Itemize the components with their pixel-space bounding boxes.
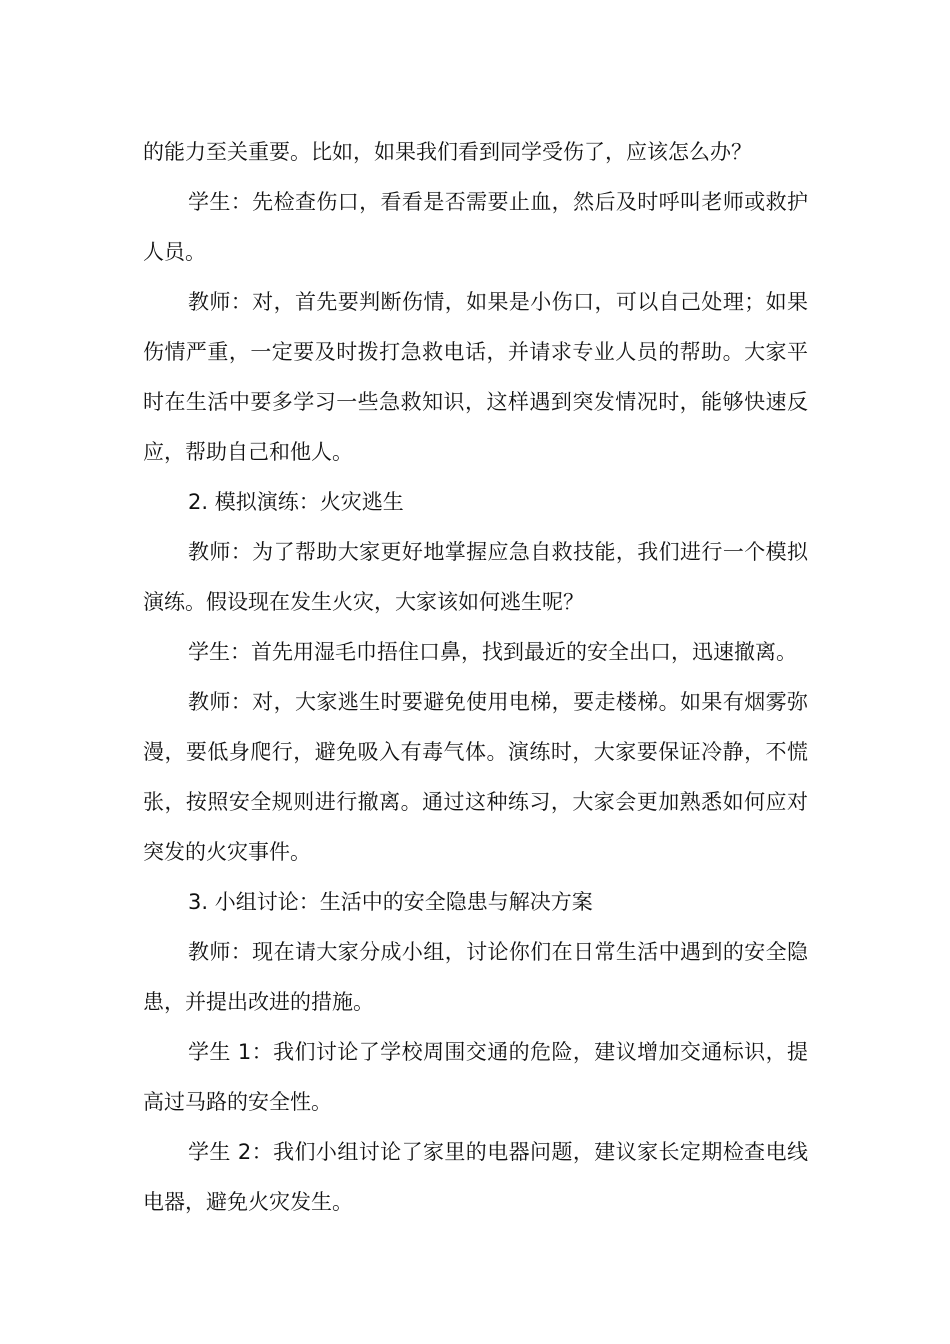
paragraph-teacher-drill-intro: 教师：为了帮助大家更好地掌握应急自救技能，我们进行一个模拟演练。假设现在发生火灾，大家该如何逃生呢？	[143, 540, 808, 614]
paragraph-student-escape: 学生：首先用湿毛巾捂住口鼻，找到最近的安全出口，迅速撤离。	[188, 640, 797, 664]
paragraph-teacher-escape-rules: 教师：对，大家逃生时要避免使用电梯，要走楼梯。如果有烟雾弥漫，要低身爬行，避免吸入有毒气体。演练时，大家要保证冷静，不慌张，按照安全规则进行撤离。通过这种练习，大家会更加熟悉如何应对突发的火灾事件。	[143, 690, 808, 864]
paragraph-student-2: 学生 2：我们小组讨论了家里的电器问题，建议家长定期检查电线电器，避免火灾发生。	[143, 1140, 808, 1214]
paragraph-continuation: 的能力至关重要。比如，如果我们看到同学受伤了，应该怎么办？	[143, 140, 752, 164]
section-heading-group-discussion: 3. 小组讨论：生活中的安全隐患与解决方案	[188, 890, 593, 914]
paragraph-teacher-discussion: 教师：现在请大家分成小组，讨论你们在日常生活中遇到的安全隐患，并提出改进的措施。	[143, 940, 808, 1014]
paragraph-student-answer-first-aid: 学生：先检查伤口，看看是否需要止血，然后及时呼叫老师或救护人员。	[143, 190, 808, 264]
section-heading-fire-drill: 2. 模拟演练：火灾逃生	[188, 490, 404, 514]
paragraph-teacher-first-aid: 教师：对，首先要判断伤情，如果是小伤口，可以自己处理；如果伤情严重，一定要及时拨打急救电话，并请求专业人员的帮助。大家平时在生活中要多学习一些急救知识，这样遇到突发情况时，能够快速反应，帮助自己和他人。	[143, 290, 808, 464]
document-body	[143, 127, 808, 1227]
paragraph-student-1: 学生 1：我们讨论了学校周围交通的危险，建议增加交通标识，提高过马路的安全性。	[143, 1040, 808, 1114]
